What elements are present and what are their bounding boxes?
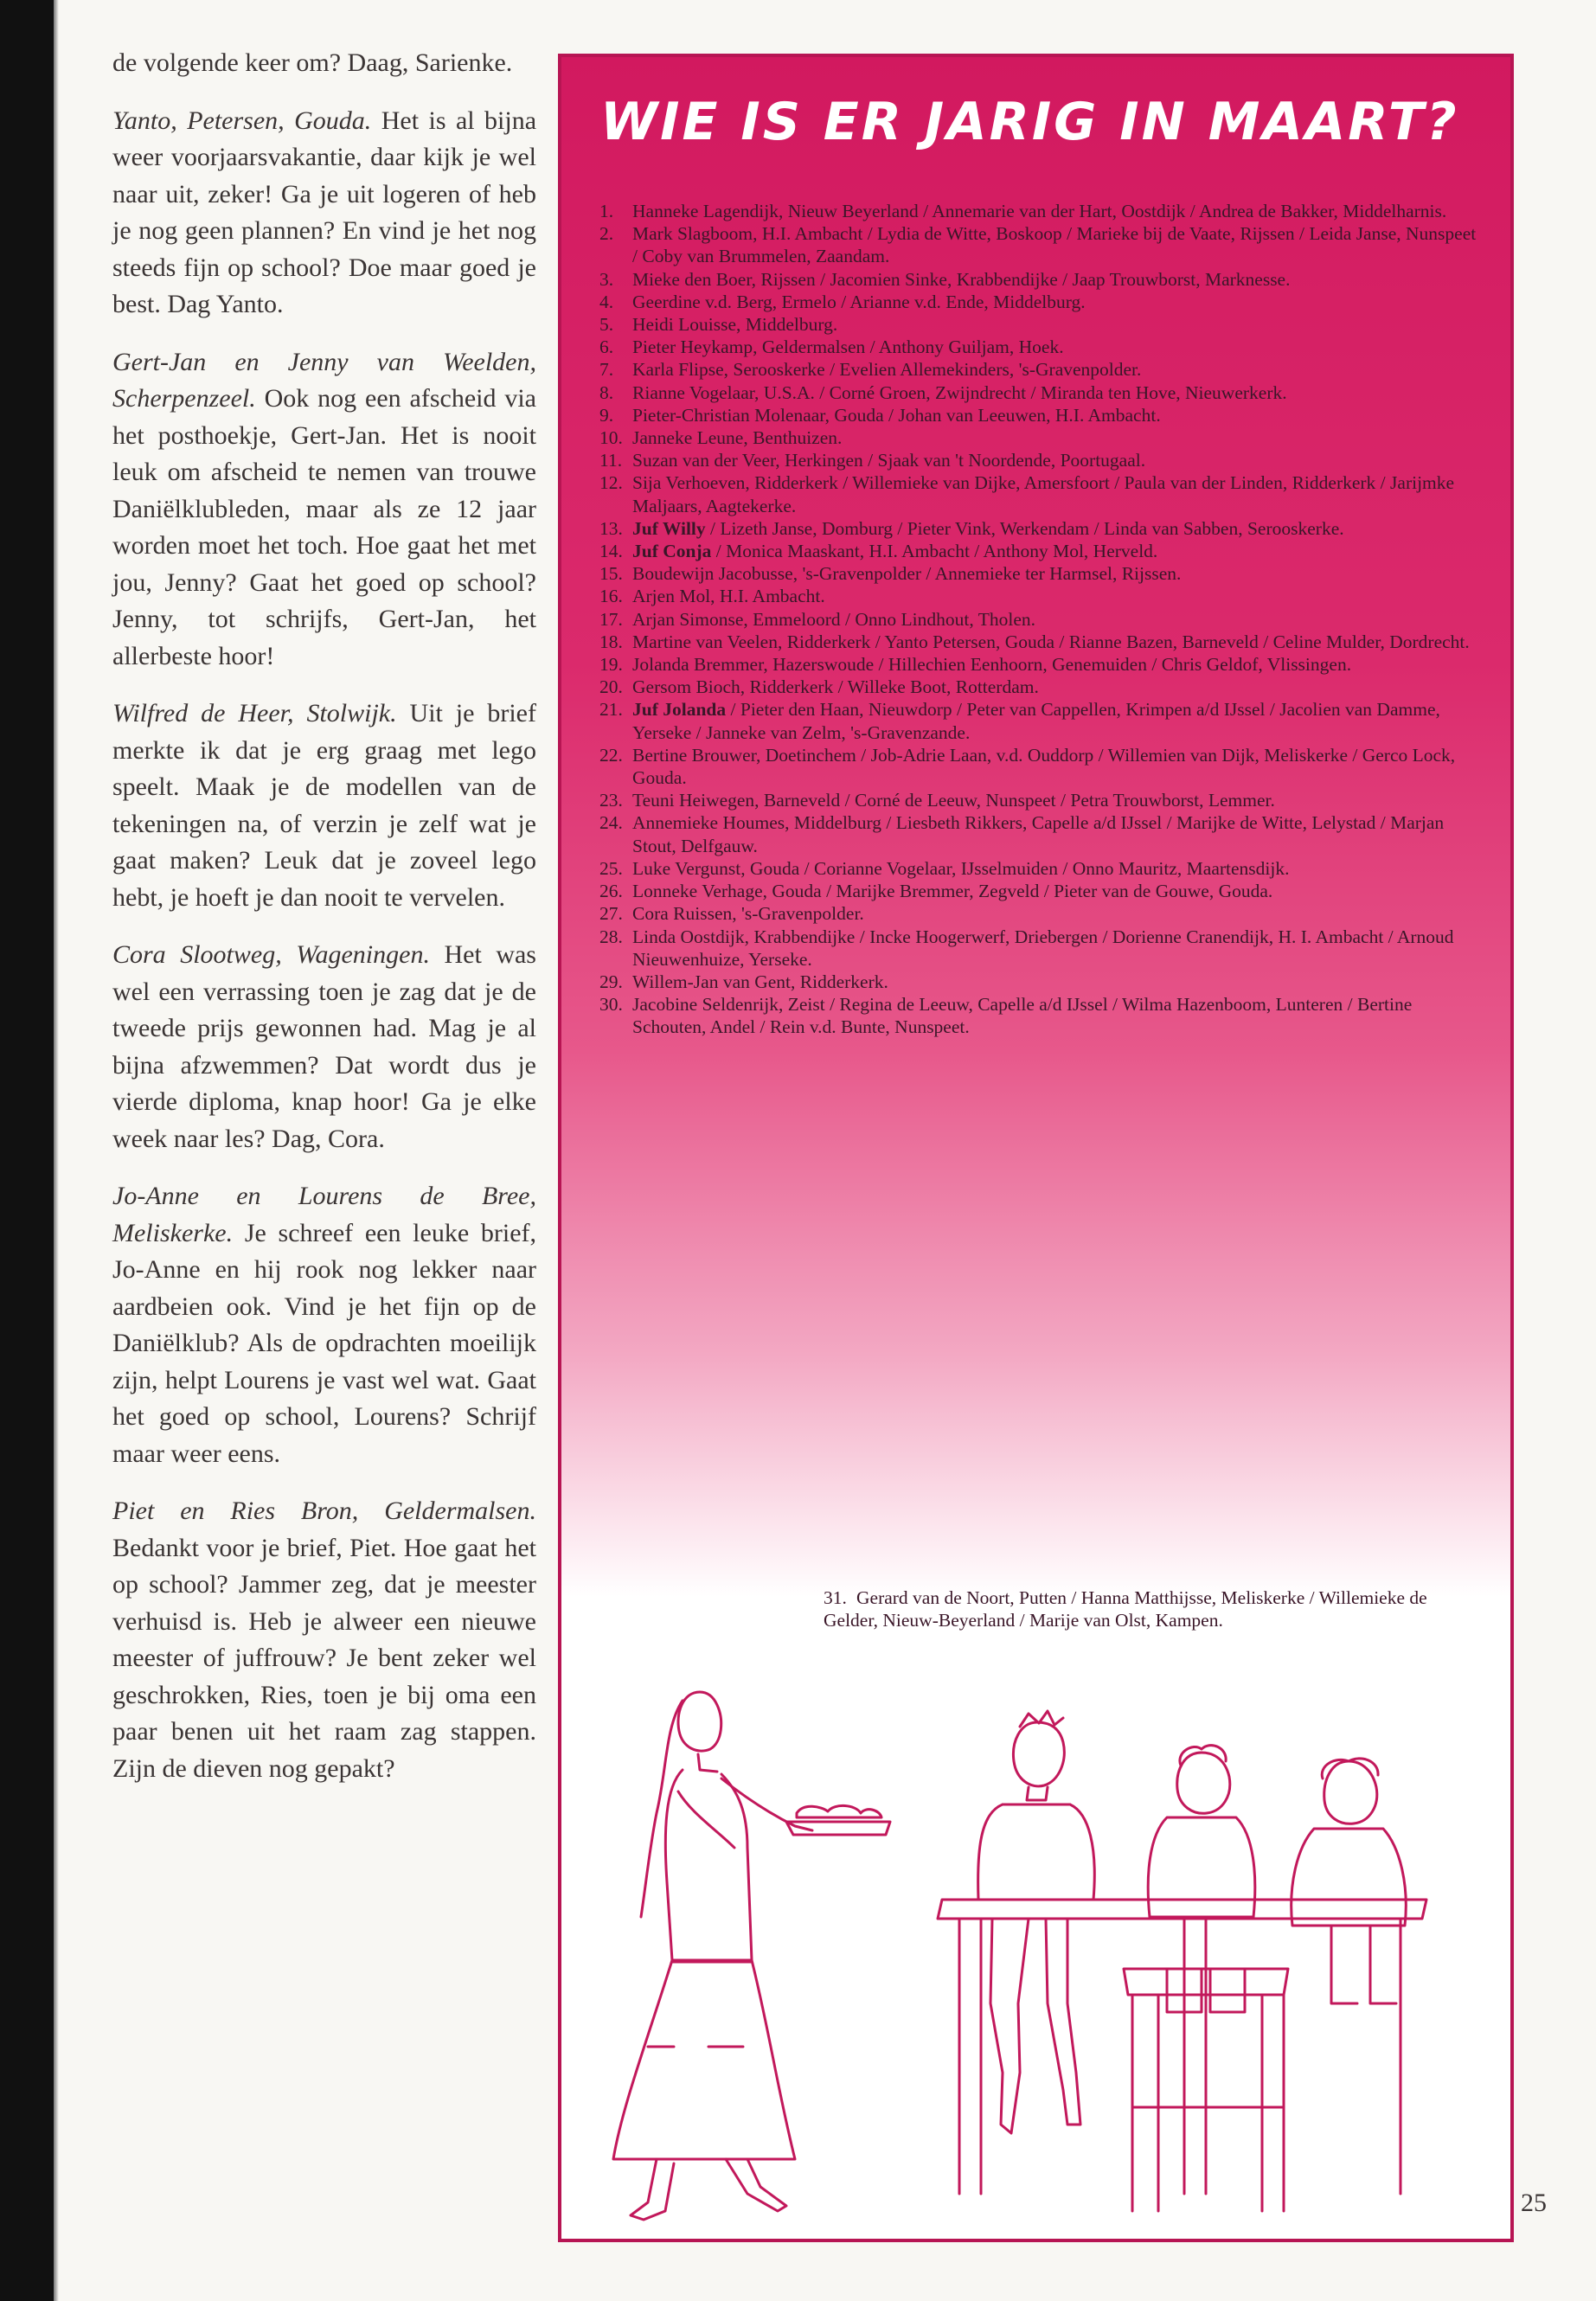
birthday-names-text: Arjan Simonse, Emmeloord / Onno Lindhout, Tholen. <box>632 608 1035 630</box>
birthday-entry <box>599 313 1482 336</box>
birthday-day: 8. <box>599 381 614 403</box>
birthday-names-text: Mieke den Boer, Rijssen / Jacomien Sinke, Krabbendijke / Jaap Trouwborst, Marknesse. <box>632 268 1291 290</box>
birthday-names <box>632 291 1482 313</box>
birthday-names <box>632 358 1482 381</box>
birthday-day: 26. <box>599 881 623 902</box>
birthday-names-text: Annemieke Houmes, Middelburg / Liesbeth Rikkers, Capelle a/d IJssel / Marijke de Witte, Lelystad / Marjan Stout, Delfgauw. <box>632 812 1445 856</box>
birthday-entry <box>599 222 1482 267</box>
letter-address: Cora Slootweg, Wageningen. <box>112 940 430 969</box>
birthday-names-text: Heidi Louisse, Middelburg. <box>632 314 838 336</box>
letter-address: Gert-Jan en Jenny van Weelden, Scherpenzeel. <box>112 347 536 413</box>
birthday-names <box>632 200 1482 222</box>
birthday-day: 25. <box>599 857 623 879</box>
birthday-day: 31. <box>824 1587 847 1608</box>
birthday-entry <box>599 291 1482 313</box>
birthday-day: 24. <box>599 812 623 834</box>
birthday-entry <box>599 449 1482 471</box>
letter-body: de volgende keer om? Daag, Sarienke. <box>112 48 513 77</box>
birthday-names <box>632 993 1482 1038</box>
birthday-names-text: Pieter-Christian Molenaar, Gouda / Johan van Leeuwen, H.I. Ambacht. <box>632 404 1161 426</box>
boy-middle-figure <box>1148 1746 1255 2012</box>
birthday-day: 15. <box>599 563 623 585</box>
birthday-names <box>632 585 1482 607</box>
birthday-names-text: Geerdine v.d. Berg, Ermelo / Arianne v.d. Ende, Middelburg. <box>632 291 1086 312</box>
birthday-names <box>632 268 1482 291</box>
birthday-entry-31 <box>824 1586 1464 1631</box>
birthday-names-text: Cora Ruissen, 's-Gravenpolder. <box>632 903 864 925</box>
birthday-names <box>632 381 1482 404</box>
birthday-day: 23. <box>599 790 623 811</box>
birthday-day: 10. <box>599 427 623 449</box>
birthday-entry <box>599 540 1482 562</box>
panel-title: WIE IS ER JARIG IN MAART? <box>600 92 1459 152</box>
page-spine-shadow <box>0 0 54 2301</box>
birthday-names <box>632 426 1482 449</box>
birthday-names <box>632 517 1482 540</box>
birthday-entry <box>599 857 1482 880</box>
letter-address: Jo-Anne en Lourens de Bree, Meliskerke. <box>112 1182 536 1247</box>
birthday-list <box>599 200 1482 1039</box>
birthday-entry <box>599 336 1482 358</box>
page-spine-edge <box>54 0 59 2301</box>
birthday-names-text: / Lizeth Janse, Domburg / Pieter Vink, Werkendam / Linda van Sabben, Serooskerke. <box>705 517 1344 539</box>
birthday-names-text: Linda Oostdijk, Krabbendijke / Incke Hoogerwerf, Driebergen / Dorienne Cranendijk, H. I. Ambacht / Arnoud Nieuwenhuize, Yerseke. <box>632 926 1454 970</box>
birthday-day: 13. <box>599 517 623 539</box>
letter-address: Piet en Ries Bron, Geldermalsen. <box>112 1497 536 1525</box>
letter-4 <box>112 937 536 1157</box>
birthday-names <box>632 676 1482 698</box>
birthday-names <box>632 449 1482 471</box>
birthday-entry <box>599 653 1482 676</box>
birthday-day: 12. <box>599 472 623 494</box>
birthday-names <box>632 789 1482 811</box>
leader-name: Juf Willy <box>632 517 706 539</box>
letter-6 <box>112 1493 536 1787</box>
birthday-names <box>632 608 1482 631</box>
birthday-entry <box>599 971 1482 993</box>
boy-right-figure <box>1292 1759 1407 2003</box>
letters-column <box>112 45 536 1808</box>
birthday-names-text: Karla Flipse, Serooskerke / Evelien Allemekinders, 's-Gravenpolder. <box>632 359 1142 381</box>
birthday-day: 22. <box>599 744 623 766</box>
letter-body: Ook nog een afscheid via het posthoekje, Gert-Jan. Het is nooit leuk om afscheid te nemen van trouwe Daniëlklubleden, maar als ze 12 jaar worden moet het toch. Hoe gaat het met jou, Jenny? Gaat het goed op school? Jenny, tot schrijfs, Gert-Jan, het allerbeste hoor! <box>112 384 536 670</box>
birthday-entry <box>599 698 1482 743</box>
birthday-names-text: Suzan van der Veer, Herkingen / Sjaak van 't Noordende, Poortugaal. <box>632 450 1146 471</box>
birthday-day: 16. <box>599 586 623 607</box>
leader-name: Juf Jolanda <box>632 699 727 721</box>
letter-1 <box>112 103 536 324</box>
birthday-names-text: Arjen Mol, H.I. Ambacht. <box>632 586 825 607</box>
birthday-entry <box>599 902 1482 925</box>
letter-3 <box>112 695 536 916</box>
birthday-names-text: / Pieter den Haan, Nieuwdorp / Peter van Cappellen, Krimpen a/d IJssel / Jacolien van Damme, Yerseke / Janneke van Zelm, 's-Gravenzande. <box>632 699 1440 743</box>
letter-body: Het is al bijna weer voorjaarsvakantie, daar kijk je wel naar uit, zeker! Ga je uit logeren of heb je nog geen plannen? En vind je het nog steeds fijn op school? Doe maar goed je best. Dag Yanto. <box>112 106 537 318</box>
birthday-day: 11. <box>599 450 623 471</box>
birthday-day: 27. <box>599 903 623 925</box>
birthday-names-text: Boudewijn Jacobusse, 's-Gravenpolder / Annemieke ter Harmsel, Rijssen. <box>632 563 1182 585</box>
birthday-names-text: / Monica Maaskant, H.I. Ambacht / Anthony Mol, Herveld. <box>711 541 1158 562</box>
birthday-day: 21. <box>599 699 623 721</box>
birthday-entry <box>599 608 1482 631</box>
birthday-names <box>632 902 1482 925</box>
birthday-names <box>632 404 1482 426</box>
birthday-names-text: Teuni Heiwegen, Barneveld / Corné de Leeuw, Nunspeet / Petra Trouwborst, Lemmer. <box>632 790 1275 811</box>
birthday-panel <box>558 54 1514 2242</box>
birthday-day: 4. <box>599 291 614 312</box>
letter-2 <box>112 344 536 676</box>
birthday-names-text: Hanneke Lagendijk, Nieuw Beyerland / Annemarie van der Hart, Oostdijk / Andrea de Bakker, Middelharnis. <box>632 201 1447 221</box>
birthday-entry <box>599 471 1482 516</box>
birthday-entry <box>599 562 1482 585</box>
birthday-names <box>632 336 1482 358</box>
birthday-entry <box>599 268 1482 291</box>
birthday-names <box>632 653 1482 676</box>
birthday-day: 1. <box>599 201 614 221</box>
letter-body: Het was wel een verrassing toen je zag dat je de tweede prijs gewonnen had. Mag je al bijna afzwemmen? Dat wordt dus je vierde diploma, knap hoor! Ga je elke week naar les? Dag, Cora. <box>112 940 536 1153</box>
birthday-day: 17. <box>599 608 623 630</box>
birthday-entry <box>599 744 1482 789</box>
letter-5 <box>112 1178 536 1472</box>
page-number: 25 <box>1521 2189 1547 2217</box>
birthday-names-text: Willem-Jan van Gent, Ridderkerk. <box>632 971 888 992</box>
birthday-names-text: Martine van Veelen, Ridderkerk / Yanto Petersen, Gouda / Rianne Bazen, Barneveld / Celine Mulder, Dordrecht. <box>632 631 1470 652</box>
birthday-names-text: Rianne Vogelaar, U.S.A. / Corné Groen, Zwijndrecht / Miranda ten Hove, Nieuwerkerk. <box>632 381 1287 403</box>
birthday-names <box>632 744 1482 789</box>
birthday-entry <box>599 404 1482 426</box>
birthday-names <box>632 880 1482 902</box>
birthday-names-text: Bertine Brouwer, Doetinchem / Job-Adrie Laan, v.d. Ouddorp / Willemien van Dijk, Meliskerke / Gerco Lock, Gouda. <box>632 744 1456 789</box>
birthday-names-text: Mark Slagboom, H.I. Ambacht / Lydia de Witte, Boskoop / Marieke bij de Vaate, Rijssen / Leida Janse, Nunspeet / Coby van Brummelen, Zaandam. <box>632 223 1477 267</box>
boy-left-figure <box>978 1711 1095 2133</box>
birthday-day: 9. <box>599 404 614 426</box>
birthday-names-text: Pieter Heykamp, Geldermalsen / Anthony Guiljam, Hoek. <box>632 336 1064 358</box>
birthday-names <box>632 631 1482 653</box>
birthday-names <box>632 926 1482 971</box>
letter-address: Wilfred de Heer, Stolwijk. <box>112 699 397 727</box>
birthday-day: 5. <box>599 314 614 336</box>
birthday-day: 20. <box>599 676 623 698</box>
birthday-entry <box>599 426 1482 449</box>
school-desk <box>938 1900 1426 2194</box>
birthday-names <box>632 222 1482 267</box>
birthday-entry <box>599 585 1482 607</box>
birthday-entry <box>599 381 1482 404</box>
birthday-day: 6. <box>599 336 614 358</box>
birthday-entry <box>599 926 1482 971</box>
birthday-entry <box>599 993 1482 1038</box>
birthday-names <box>632 811 1482 856</box>
birthday-names-text: Lonneke Verhage, Gouda / Marijke Bremmer, Zegveld / Pieter van de Gouwe, Gouda. <box>632 881 1273 902</box>
birthday-entry <box>599 789 1482 811</box>
birthday-day: 30. <box>599 994 623 1016</box>
birthday-day: 7. <box>599 359 614 381</box>
birthday-entry <box>599 880 1482 902</box>
birthday-names <box>632 562 1482 585</box>
birthday-entry <box>599 676 1482 698</box>
birthday-names-text: Sija Verhoeven, Ridderkerk / Willemieke van Dijke, Amersfoort / Paula van der Linden, Ridderkerk / Jarijmke Maljaars, Aagtekerke. <box>632 472 1455 516</box>
birthday-day: 29. <box>599 971 623 992</box>
birthday-names-text: Luke Vergunst, Gouda / Corianne Vogelaar, IJsselmuiden / Onno Mauritz, Maartensdijk. <box>632 857 1290 879</box>
birthday-names: Gerard van de Noort, Putten / Hanna Matthijsse, Meliskerke / Willemieke de Gelder, Nieuw-Beyerland / Marije van Olst, Kampen. <box>824 1587 1427 1631</box>
birthday-entry <box>599 517 1482 540</box>
birthday-entry <box>599 358 1482 381</box>
girl-with-tray-figure <box>613 1692 890 2220</box>
birthday-names-text: Jolanda Bremmer, Hazerswoude / Hillechien Eenhoorn, Genemuiden / Chris Geldof, Vlissingen. <box>632 654 1352 676</box>
leader-name: Juf Conja <box>632 541 712 562</box>
letter-body: Je schreef een leuke brief, Jo-Anne en hij rook nog lekker naar aardbeien ook. Vind je het fijn op de Daniëlklub? Als de opdrachten moeilijk zijn, helpt Lourens je vast wel wat. Gaat het goed op school, Lourens? Schrijf maar weer eens. <box>112 1218 536 1468</box>
birthday-day: 18. <box>599 631 623 652</box>
birthday-day: 14. <box>599 541 623 562</box>
classroom-illustration <box>596 1640 1496 2237</box>
birthday-names <box>632 313 1482 336</box>
letter-address: Yanto, Petersen, Gouda. <box>112 106 372 135</box>
letter-body: Uit je brief merkte ik dat je erg graag met lego speelt. Maak je de modellen van de tekeningen na, of verzin je zelf wat je gaat maken? Leuk dat je zoveel lego hebt, je hoeft je dan nooit te vervelen. <box>112 699 536 912</box>
birthday-names <box>632 857 1482 880</box>
birthday-entry <box>599 631 1482 653</box>
birthday-names <box>632 698 1482 743</box>
birthday-day: 2. <box>599 223 614 245</box>
birthday-day: 28. <box>599 926 623 947</box>
letter-0 <box>112 45 536 82</box>
birthday-names-text: Jacobine Seldenrijk, Zeist / Regina de Leeuw, Capelle a/d IJssel / Wilma Hazenboom, Lunteren / Bertine Schouten, Andel / Rein v.d. Bunte, Nunspeet. <box>632 994 1413 1038</box>
birthday-day: 3. <box>599 268 614 290</box>
letter-body: Bedankt voor je brief, Piet. Hoe gaat het op school? Jammer zeg, dat je meester verhuisd is. Heb je alweer een nieuwe meester of juffrouw? Je bent zeker wel geschrokken, Ries, toen je bij oma een paar benen uit het raam zag stappen. Zijn de dieven nog gepakt? <box>112 1533 536 1783</box>
birthday-day: 19. <box>599 654 623 676</box>
birthday-names <box>632 540 1482 562</box>
birthday-names <box>632 471 1482 516</box>
birthday-names-text: Janneke Leune, Benthuizen. <box>632 427 843 449</box>
birthday-entry <box>599 200 1482 222</box>
birthday-names-text: Gersom Bioch, Ridderkerk / Willeke Boot, Rotterdam. <box>632 676 1039 698</box>
birthday-entry <box>599 811 1482 856</box>
birthday-names <box>632 971 1482 993</box>
